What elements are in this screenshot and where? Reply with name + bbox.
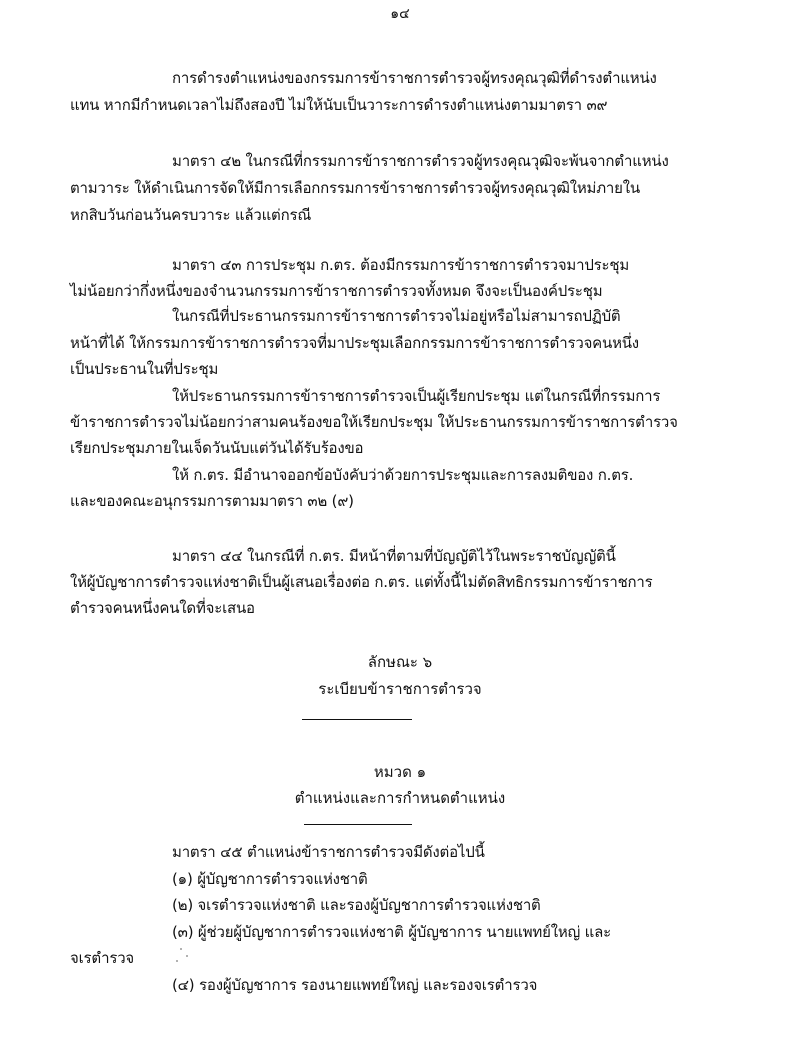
paragraph-line: หกสิบวันก่อนวันครบวาระ แล้วแต่กรณี — [70, 206, 312, 224]
section-44-heading-line: มาตรา ๔๔ ในกรณีที่ ก.ตร. มีหน้าที่ตามที่บัญญัติไว้ในพระราชบัญญัตินี้ — [172, 547, 616, 565]
paragraph-line: แทน หากมีกำหนดเวลาไม่ถึงสองปี ไม่ให้นับเป็นวาระการดำรงตำแหน่งตามมาตรา ๓๙ — [70, 96, 608, 114]
list-item: (๑) ผู้บัญชาการตำรวจแห่งชาติ — [172, 870, 368, 888]
section-42-heading-line: มาตรา ๔๒ ในกรณีที่กรรมการข้าราชการตำรวจผู้ทรงคุณวุฒิจะพ้นจากตำแหน่ง — [172, 152, 669, 170]
paragraph-line: การดำรงตำแหน่งของกรรมการข้าราชการตำรวจผู้ทรงคุณวุฒิที่ดำรงตำแหน่ง — [172, 69, 657, 87]
chapter-subtitle: ตำแหน่งและการกำหนดตำแหน่ง — [294, 789, 506, 807]
scan-speck — [186, 955, 188, 957]
paragraph-line: เป็นประธานในที่ประชุม — [70, 360, 219, 378]
paragraph-line: ตำรวจคนหนึ่งคนใดที่จะเสนอ — [70, 599, 255, 617]
paragraph-line: ไม่น้อยกว่ากึ่งหนึ่งของจำนวนกรรมการข้าราชการตำรวจทั้งหมด จึงจะเป็นองค์ประชุม — [70, 282, 603, 300]
part-subtitle: ระเบียบข้าราชการตำรวจ — [318, 680, 482, 698]
section-45-heading-line: มาตรา ๔๕ ตำแหน่งข้าราชการตำรวจมีดังต่อไปนี้ — [172, 843, 485, 861]
paragraph-line: ให้ประธานกรรมการข้าราชการตำรวจเป็นผู้เรียกประชุม แต่ในกรณีที่กรรมการ — [172, 387, 661, 405]
paragraph-line: ให้ผู้บัญชาการตำรวจแห่งชาติเป็นผู้เสนอเรื่องต่อ ก.ตร. แต่ทั้งนี้ไม่ตัดสิทธิกรรมการข้าราชการ — [70, 573, 653, 591]
paragraph-line: ข้าราชการตำรวจไม่น้อยกว่าสามคนร้องขอให้เรียกประชุม ให้ประธานกรรมการข้าราชการตำรวจ — [70, 413, 678, 431]
list-item: (๒) จเรตำรวจแห่งชาติ และรองผู้บัญชาการตำรวจแห่งชาติ — [172, 896, 541, 914]
paragraph-line: เรียกประชุมภายในเจ็ดวันนับแต่วันได้รับร้องขอ — [70, 439, 364, 457]
scan-speck — [176, 960, 178, 962]
chapter-title: หมวด ๑ — [373, 763, 427, 781]
paragraph-line: ในกรณีที่ประธานกรรมการข้าราชการตำรวจไม่อยู่หรือไม่สามารถปฏิบัติ — [172, 307, 621, 325]
scan-speck — [180, 948, 182, 950]
paragraph-line: ให้ ก.ตร. มีอำนาจออกข้อบังคับว่าด้วยการประชุมและการลงมติของ ก.ตร. — [172, 466, 634, 484]
paragraph-line: ตามวาระ ให้ดำเนินการจัดให้มีการเลือกกรรมการข้าราชการตำรวจผู้ทรงคุณวุฒิใหม่ภายใน — [70, 179, 640, 197]
list-item: (๔) รองผู้บัญชาการ รองนายแพทย์ใหญ่ และรองจเรตำรวจ — [172, 976, 538, 994]
paragraph-line: หน้าที่ได้ ให้กรรมการข้าราชการตำรวจที่มาประชุมเลือกกรรมการข้าราชการตำรวจคนหนึ่ง — [70, 334, 639, 352]
list-item-continuation: จเรตำรวจ — [70, 949, 135, 967]
part-title: ลักษณะ ๖ — [367, 653, 433, 671]
page-number: ๑๔ — [390, 6, 410, 22]
section-43-heading-line: มาตรา ๔๓ การประชุม ก.ตร. ต้องมีกรรมการข้าราชการตำรวจมาประชุม — [172, 256, 630, 274]
chapter-divider — [304, 824, 412, 825]
part-divider — [302, 719, 412, 720]
list-item: (๓) ผู้ช่วยผู้บัญชาการตำรวจแห่งชาติ ผู้บัญชาการ นายแพทย์ใหญ่ และ — [172, 923, 611, 941]
paragraph-line: และของคณะอนุกรรมการตามมาตรา ๓๒ (๙) — [70, 492, 354, 510]
